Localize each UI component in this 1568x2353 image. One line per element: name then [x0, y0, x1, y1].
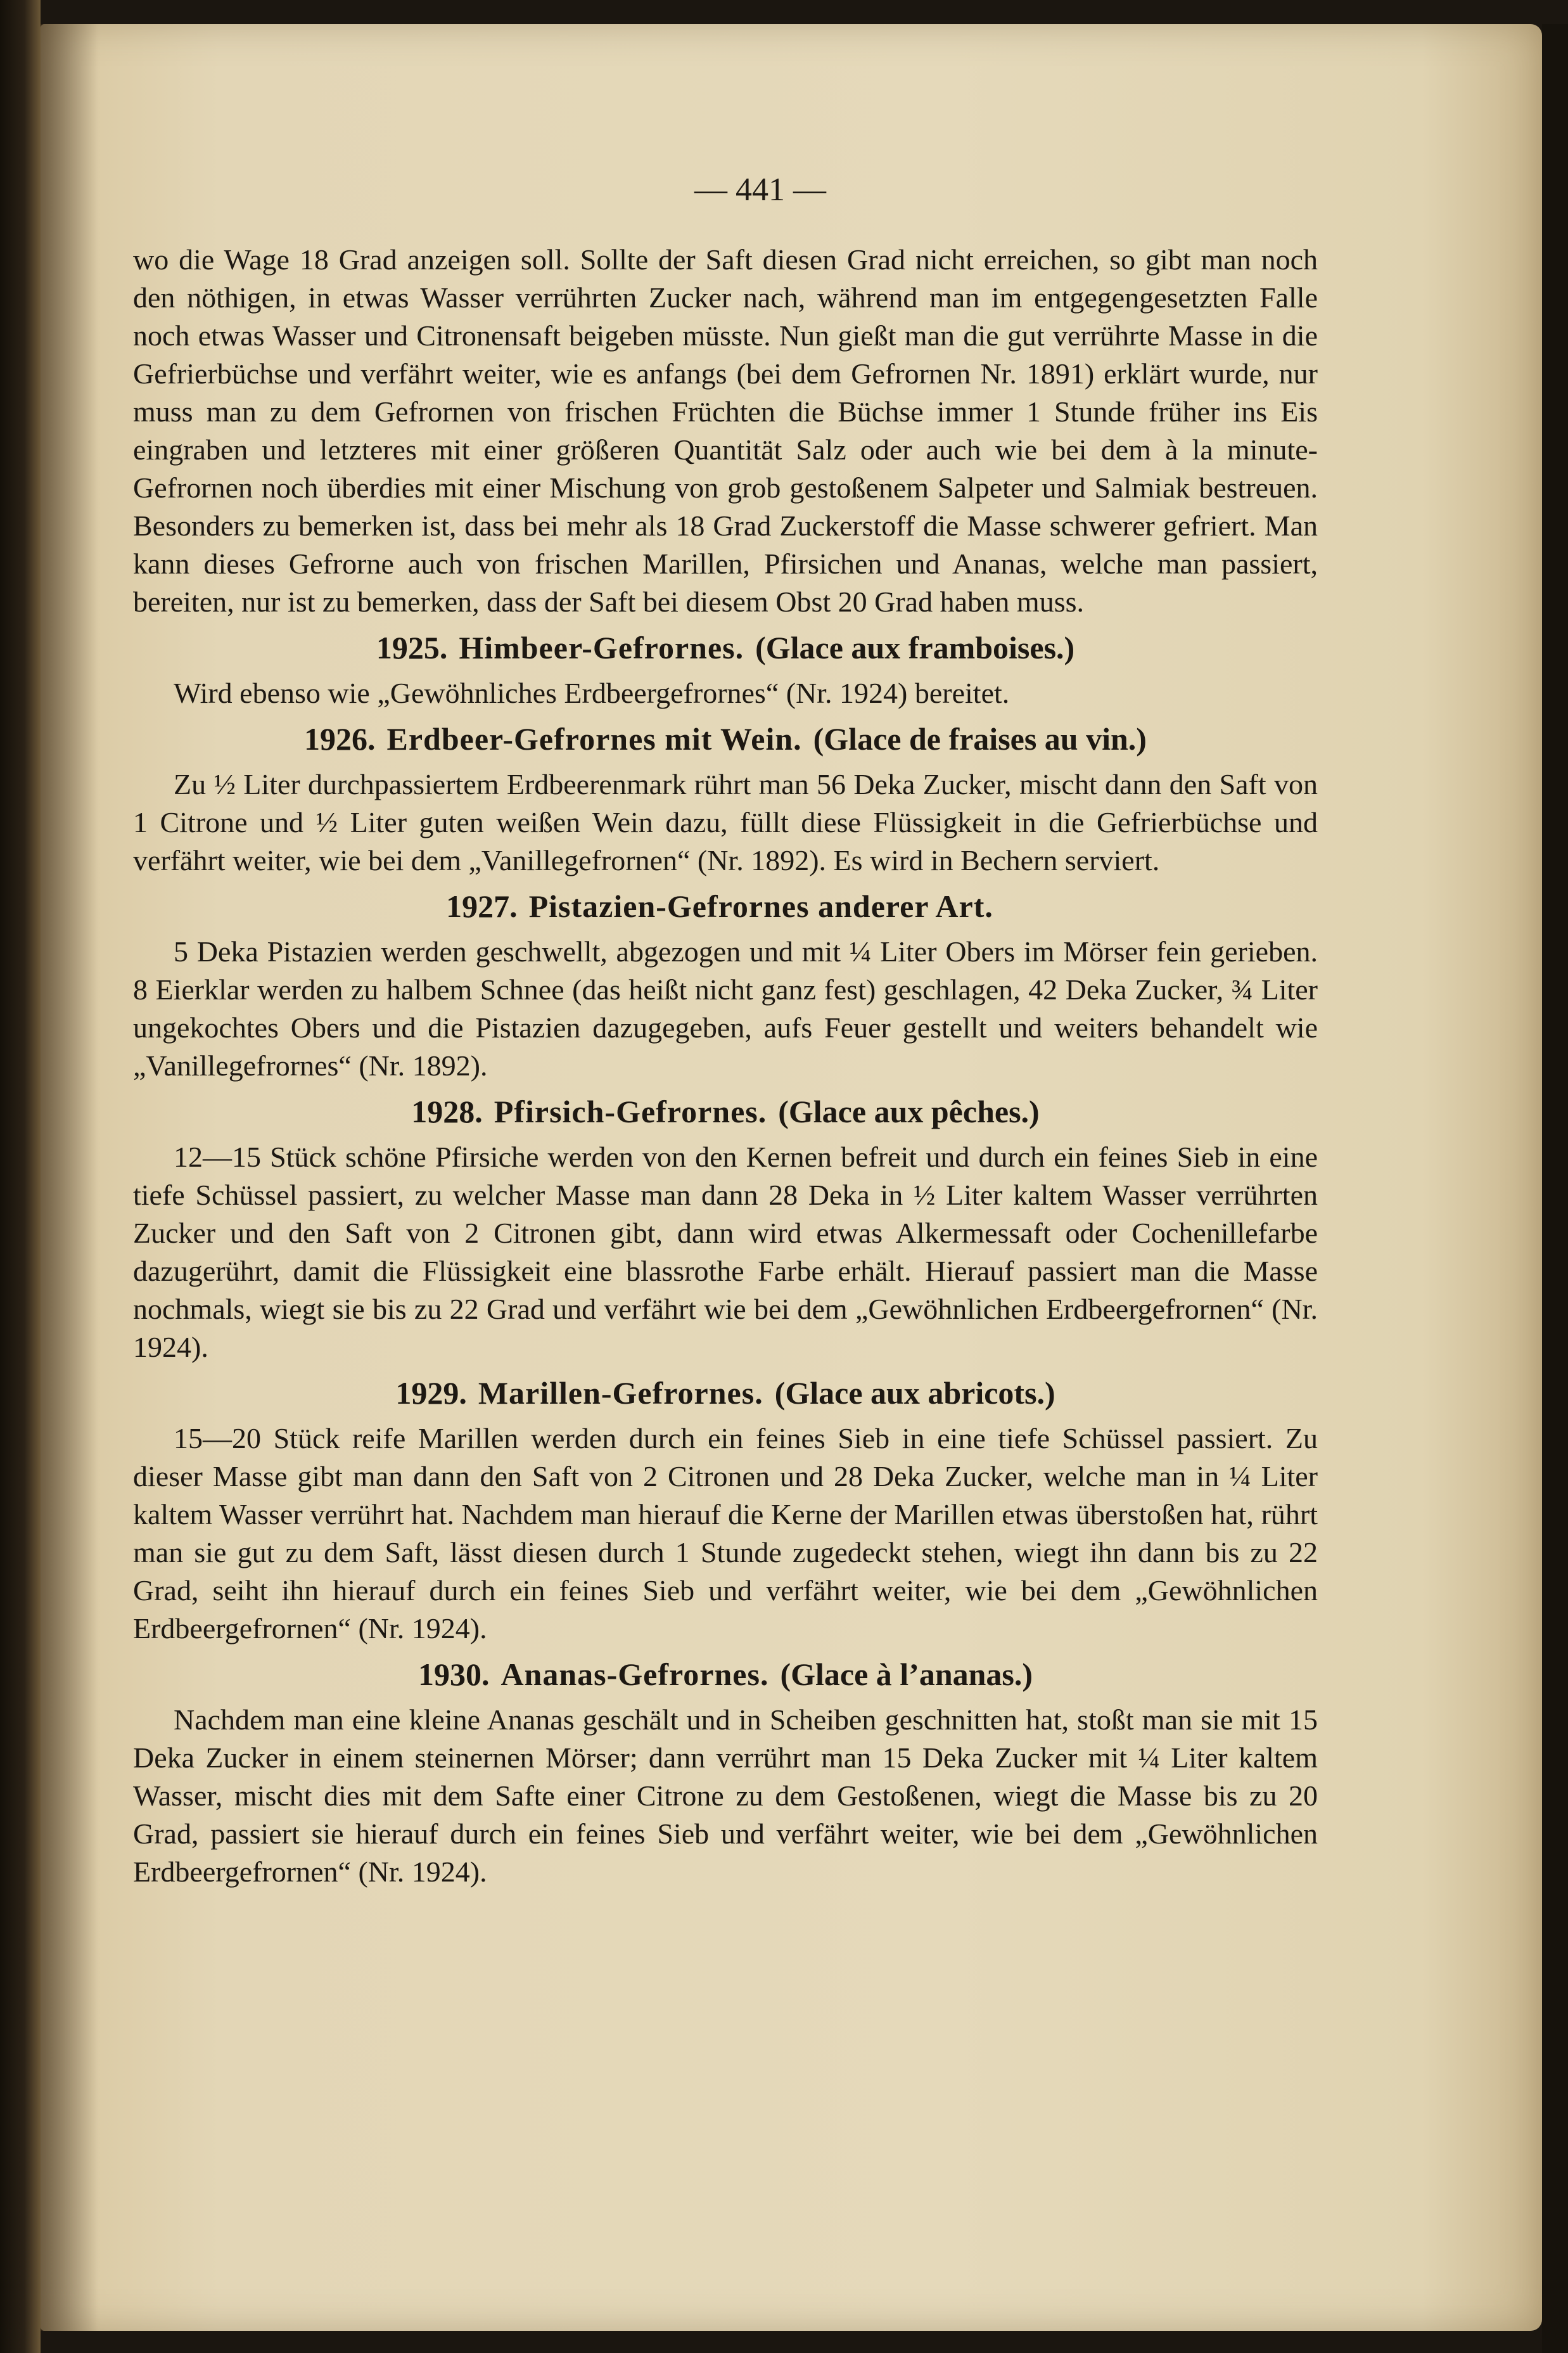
- book-spine: [0, 0, 41, 2353]
- recipe-title: Pfirsich-Gefrornes.: [494, 1094, 767, 1129]
- recipe-heading-1929: [133, 1369, 1318, 1417]
- recipe-text-1927: 5 Deka Pistazien werden geschwellt, abgezogen und mit ¼ Liter Obers im Mörser fein gerieben. 8 Eierklar werden zu halbem Schnee (das heißt nicht ganz fest) geschlagen, 42 Deka Zucker, ¾ Liter ungekochtes Obers und die Pistazien dazugegeben, aufs Feuer gestellt und weiters behandelt wie „Vanillegefrornes“ (Nr. 1892).: [133, 935, 1318, 1082]
- recipe-text-1926: Zu ½ Liter durchpassiertem Erdbeerenmark rührt man 56 Deka Zucker, mischt dann den Saft von 1 Citrone und ½ Liter guten weißen Wein dazu, füllt diese Flüssigkeit in die Gefrierbüchse und verfährt weiter, wie bei dem „Vanillegefrornen“ (Nr. 1892). Es wird in Bechern serviert.: [133, 768, 1318, 876]
- recipe-heading-1930: [133, 1650, 1318, 1698]
- recipe-title: Erdbeer-Gefrornes mit Wein.: [386, 721, 802, 757]
- recipe-title: Ananas-Gefrornes.: [500, 1657, 769, 1692]
- recipe-french-title: (Glace à l’ananas.): [780, 1657, 1033, 1692]
- recipe-text-1928: 12—15 Stück schöne Pfirsiche werden von den Kernen befreit und durch ein feines Sieb in eine tiefe Schüssel passiert, zu welcher Masse man dann 28 Deka in ½ Liter kaltem Wasser verrührten Zucker und den Saft von 2 Citronen gibt, dann wird etwas Alkermessaft oder Cochenillefarbe dazugerührt, damit die Flüssigkeit eine blassrothe Farbe erhält. Hierauf passiert man die Masse nochmals, wiegt sie bis zu 22 Grad und verfährt wie bei dem „Gewöhnlichen Erdbeergefrornen“ (Nr. 1924).: [133, 1141, 1318, 1363]
- intro-paragraph: wo die Wage 18 Grad anzeigen soll. Sollte der Saft diesen Grad nicht erreichen, so gibt man noch den nöthigen, in etwas Wasser verrührten Zucker nach, während man im entgegengesetzten Falle noch etwas Wasser und Citronensaft beigeben müsste. Nun gießt man die gut verrührte Masse in die Gefrierbüchse und verfährt weiter, wie es anfangs (bei dem Gefrornen Nr. 1891) erklärt wurde, nur muss man zu dem Gefrornen von frischen Früchten die Büchse immer 1 Stunde früher ins Eis eingraben und letzteres mit einer größeren Quantität Salz oder auch wie bei dem à la minute-Gefrornen noch überdies mit einer Mischung von grob gestoßenem Salpeter und Salmiak bestreuen. Besonders zu bemerken ist, dass bei mehr als 18 Grad Zuckerstoff die Masse schwerer gefriert. Man kann dieses Gefrorne auch von frischen Marillen, Pfirsichen und Ananas, welche man passiert, bereiten, nur ist zu bemerken, dass der Saft bei diesem Obst 20 Grad haben muss.: [133, 243, 1318, 618]
- recipe-text-1925: Wird ebenso wie „Gewöhnliches Erdbeergefrornes“ (Nr. 1924) bereitet.: [174, 677, 1010, 709]
- page-number: — 441 —: [694, 172, 826, 208]
- recipe-title: Pistazien-Gefrornes anderer Art.: [528, 888, 993, 924]
- recipe-french-title: (Glace aux framboises.): [755, 630, 1075, 665]
- recipe-heading-1928: [133, 1087, 1318, 1136]
- recipe-heading-1927: [133, 882, 1318, 930]
- page-edge: [1542, 24, 1568, 2353]
- page-body: [133, 241, 1318, 1894]
- recipe-text-1930: Nachdem man eine kleine Ananas geschält und in Scheiben geschnitten hat, stoßt man sie mit 15 Deka Zucker in einem steinernen Mörser; dann verrührt man 15 Deka Zucker mit ¼ Liter kaltem Wasser, mischt dies mit dem Safte einer Citrone zu dem Gestoßenen, wiegt die Masse bis zu 20 Grad, passiert sie hierauf durch ein feines Sieb und verfährt weiter, wie bei dem „Gewöhnlichen Erdbeergefrornen“ (Nr. 1924).: [133, 1703, 1318, 1888]
- recipe-number: 1927.: [446, 888, 518, 924]
- recipe-heading-1925: [133, 624, 1318, 672]
- gutter-shadow: [41, 24, 98, 2331]
- recipe-heading-1926: [133, 715, 1318, 763]
- recipe-french-title: (Glace aux abricots.): [774, 1375, 1055, 1411]
- recipe-number: 1925.: [376, 630, 448, 665]
- recipe-french-title: (Glace aux pêches.): [778, 1094, 1040, 1129]
- recipe-number: 1928.: [411, 1094, 483, 1129]
- recipe-text-1929: 15—20 Stück reife Marillen werden durch ein feines Sieb in eine tiefe Schüssel passiert. Zu dieser Masse gibt man dann den Saft von 2 Citronen und 28 Deka Zucker, welche man in ¼ Liter kaltem Wasser verrührt hat. Nachdem man hierauf die Kerne der Marillen etwas überstoßen hat, rührt man sie gut zu dem Saft, lässt diesen durch 1 Stunde zugedeckt stehen, wiegt ihn dann bis zu 22 Grad, seiht ihn hierauf durch ein feines Sieb und verfährt weiter, wie bei dem „Gewöhnlichen Erdbeergefrornen“ (Nr. 1924).: [133, 1422, 1318, 1645]
- recipe-title: Marillen-Gefrornes.: [478, 1375, 763, 1411]
- recipe-number: 1930.: [417, 1657, 490, 1692]
- recipe-number: 1926.: [304, 721, 376, 757]
- recipe-number: 1929.: [395, 1375, 467, 1411]
- recipe-french-title: (Glace de fraises au vin.): [813, 721, 1147, 757]
- recipe-title: Himbeer-Gefrornes.: [459, 630, 744, 665]
